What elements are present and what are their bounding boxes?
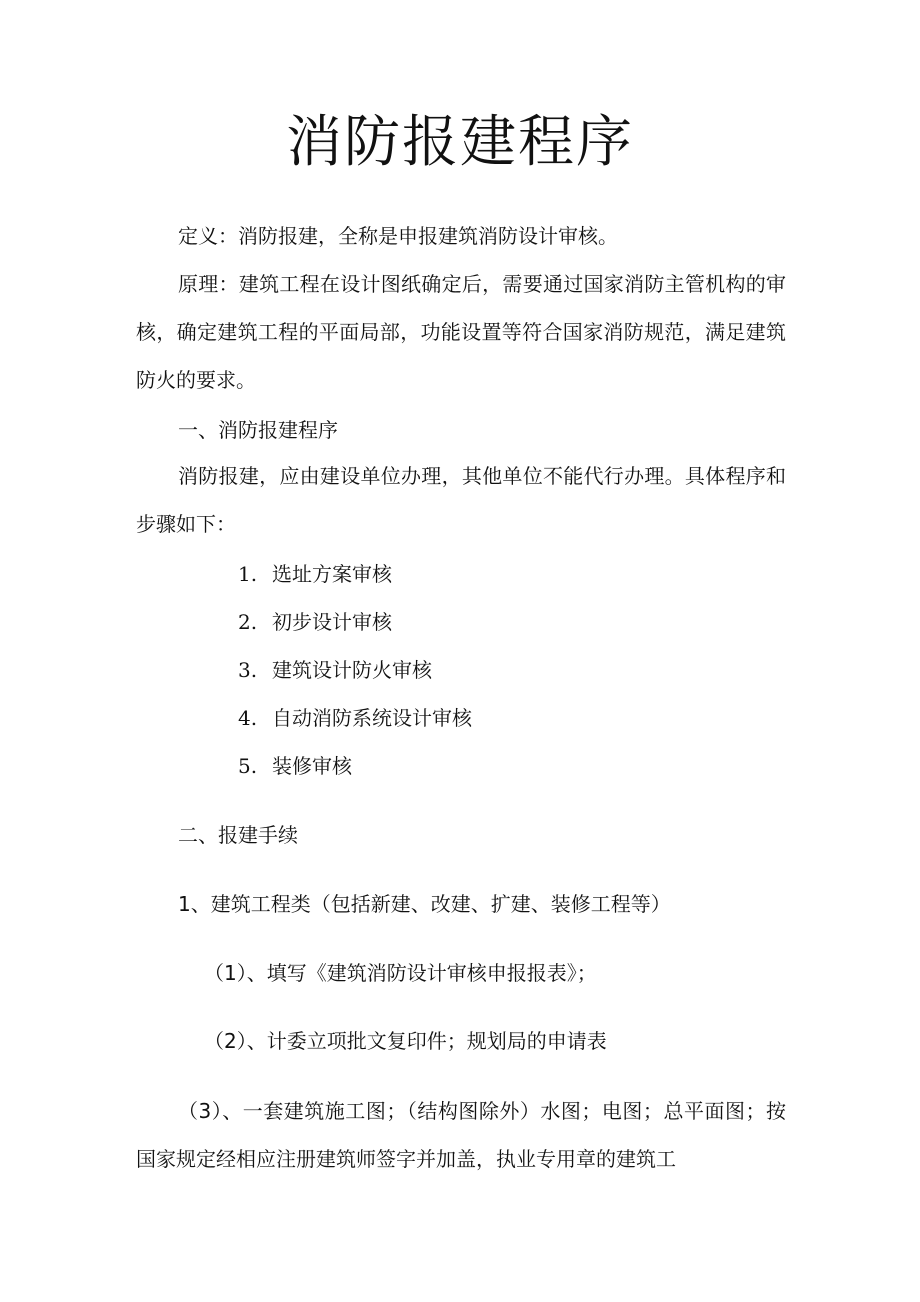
list-item-text: 建筑设计防火审核 xyxy=(272,658,432,682)
page-title: 消防报建程序 xyxy=(286,110,634,175)
requirement-item-3: （3）、一套建筑施工图；（结构图除外）水图；电图；总平面图；按国家规定经相应注册建筑师签字并加盖，执业专用章的建筑工 xyxy=(136,1099,786,1171)
list-item xyxy=(238,607,392,637)
list-item-number: 2. xyxy=(238,610,258,634)
list-item-text: 初步设计审核 xyxy=(272,610,392,634)
list-item-number: 4. xyxy=(238,706,258,730)
requirement-item-2: （2）、计委立项批文复印件；规划局的申请表 xyxy=(204,1029,607,1053)
section-heading-procedures: 二、报建手续 xyxy=(178,823,298,847)
requirement-item-1: （1）、填写《建筑消防设计审核申报报表》； xyxy=(204,961,597,985)
principle-paragraph: 原理：建筑工程在设计图纸确定后，需要通过国家消防主管机构的审核，确定建筑工程的平面局部，功能设置等符合国家消防规范，满足建筑防火的要求。 xyxy=(136,272,786,392)
list-item xyxy=(238,559,392,589)
list-item-number: 5. xyxy=(238,754,258,778)
list-item xyxy=(238,655,432,685)
list-item-number: 3. xyxy=(238,658,258,682)
procedure-intro-paragraph: 消防报建，应由建设单位办理，其他单位不能代行办理。具体程序和步骤如下： xyxy=(136,464,786,536)
list-item-text: 选址方案审核 xyxy=(272,562,392,586)
list-item xyxy=(238,751,352,781)
list-item-number: 1. xyxy=(238,562,258,586)
definition-paragraph: 定义：消防报建，全称是申报建筑消防设计审核。 xyxy=(178,224,618,248)
list-item-text: 自动消防系统设计审核 xyxy=(272,706,472,730)
list-item-text: 装修审核 xyxy=(272,754,352,778)
section-heading-procedure: 一、消防报建程序 xyxy=(178,418,338,442)
list-item xyxy=(238,703,472,733)
category-building-works: 1、建筑工程类（包括新建、改建、扩建、装修工程等） xyxy=(178,892,671,916)
